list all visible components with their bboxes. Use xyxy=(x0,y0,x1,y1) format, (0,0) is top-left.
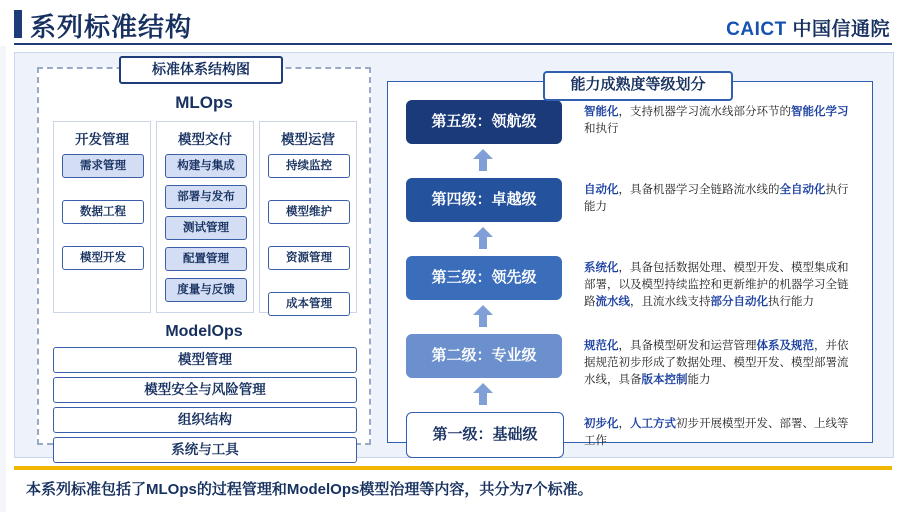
standard-structure-title: 标准体系结构图 xyxy=(119,56,283,84)
maturity-level-description: 智能化，支持机器学习流水线部分环节的智能化学习和执行 xyxy=(584,106,849,135)
mlops-item[interactable]: 度量与反馈 xyxy=(165,278,247,302)
footer-note: 本系列标准包括了MLOps的过程管理和ModelOps模型治理等内容，共分为7个标准。 xyxy=(26,481,593,498)
mlops-label: MLOps xyxy=(175,93,233,112)
mlops-column-title: 开发管理 xyxy=(75,132,129,147)
mlops-item[interactable]: 持续监控 xyxy=(268,154,350,178)
up-arrow-icon xyxy=(472,148,494,172)
mlops-column-title: 模型交付 xyxy=(178,132,232,147)
mlops-item[interactable]: 配置管理 xyxy=(165,247,247,271)
slide-left-edge xyxy=(0,0,6,512)
maturity-level[interactable]: 第三级：领先级 xyxy=(406,256,562,300)
maturity-level[interactable]: 第四级：卓越级 xyxy=(406,178,562,222)
brand-logo-en: CAICT xyxy=(726,19,787,40)
maturity-level[interactable]: 第一级：基础级 xyxy=(406,412,564,458)
maturity-level-description: 初步化，人工方式初步开展模型开发、部署、上线等工作 xyxy=(584,418,849,447)
brand-logo-cn: 中国信通院 xyxy=(792,19,890,40)
modelops-item[interactable]: 组织结构 xyxy=(53,407,357,433)
mlops-item[interactable]: 构建与集成 xyxy=(165,154,247,178)
mlops-item[interactable]: 模型开发 xyxy=(62,246,144,270)
brand-logo xyxy=(726,14,890,41)
mlops-column xyxy=(156,121,254,313)
footer-divider xyxy=(14,466,892,470)
modelops-item[interactable]: 模型安全与风险管理 xyxy=(53,377,357,403)
up-arrow-icon xyxy=(472,226,494,250)
mlops-column xyxy=(259,121,357,313)
maturity-box xyxy=(387,81,873,447)
content-panel xyxy=(14,52,894,458)
maturity-level[interactable]: 第五级：领航级 xyxy=(406,100,562,144)
modelops-label: ModelOps xyxy=(165,323,243,340)
header-accent-bar xyxy=(14,10,22,38)
slide-header xyxy=(0,0,906,46)
standard-structure-box xyxy=(37,61,371,457)
mlops-item[interactable]: 测试管理 xyxy=(165,216,247,240)
maturity-level-description: 规范化，具备模型研发和运营管理体系及规范，并依据规范初步形成了数据处理、模型开发、模型部署流水线，具备版本控制能力 xyxy=(584,340,849,386)
modelops-item[interactable]: 系统与工具 xyxy=(53,437,357,463)
mlops-column-title: 模型运营 xyxy=(281,132,335,147)
mlops-item[interactable]: 数据工程 xyxy=(62,200,144,224)
maturity-level[interactable]: 第二级：专业级 xyxy=(406,334,562,378)
maturity-title: 能力成熟度等级划分 xyxy=(543,71,733,101)
mlops-item[interactable]: 需求管理 xyxy=(62,154,144,178)
mlops-item[interactable]: 成本管理 xyxy=(268,292,350,316)
page-title: 系列标准结构 xyxy=(30,12,193,42)
up-arrow-icon xyxy=(472,382,494,406)
maturity-level-description: 系统化，具备包括数据处理、模型开发、模型集成和部署，以及模型持续监控和更新维护的机器学习全链路流水线，且流水线支持部分自动化执行能力 xyxy=(584,262,849,308)
modelops-item[interactable]: 模型管理 xyxy=(53,347,357,373)
maturity-level-description: 自动化，具备机器学习全链路流水线的全自动化执行能力 xyxy=(584,184,849,213)
mlops-item[interactable]: 模型维护 xyxy=(268,200,350,224)
header-divider xyxy=(14,43,892,45)
up-arrow-icon xyxy=(472,304,494,328)
mlops-column xyxy=(53,121,151,313)
mlops-item[interactable]: 部署与发布 xyxy=(165,185,247,209)
mlops-item[interactable]: 资源管理 xyxy=(268,246,350,270)
